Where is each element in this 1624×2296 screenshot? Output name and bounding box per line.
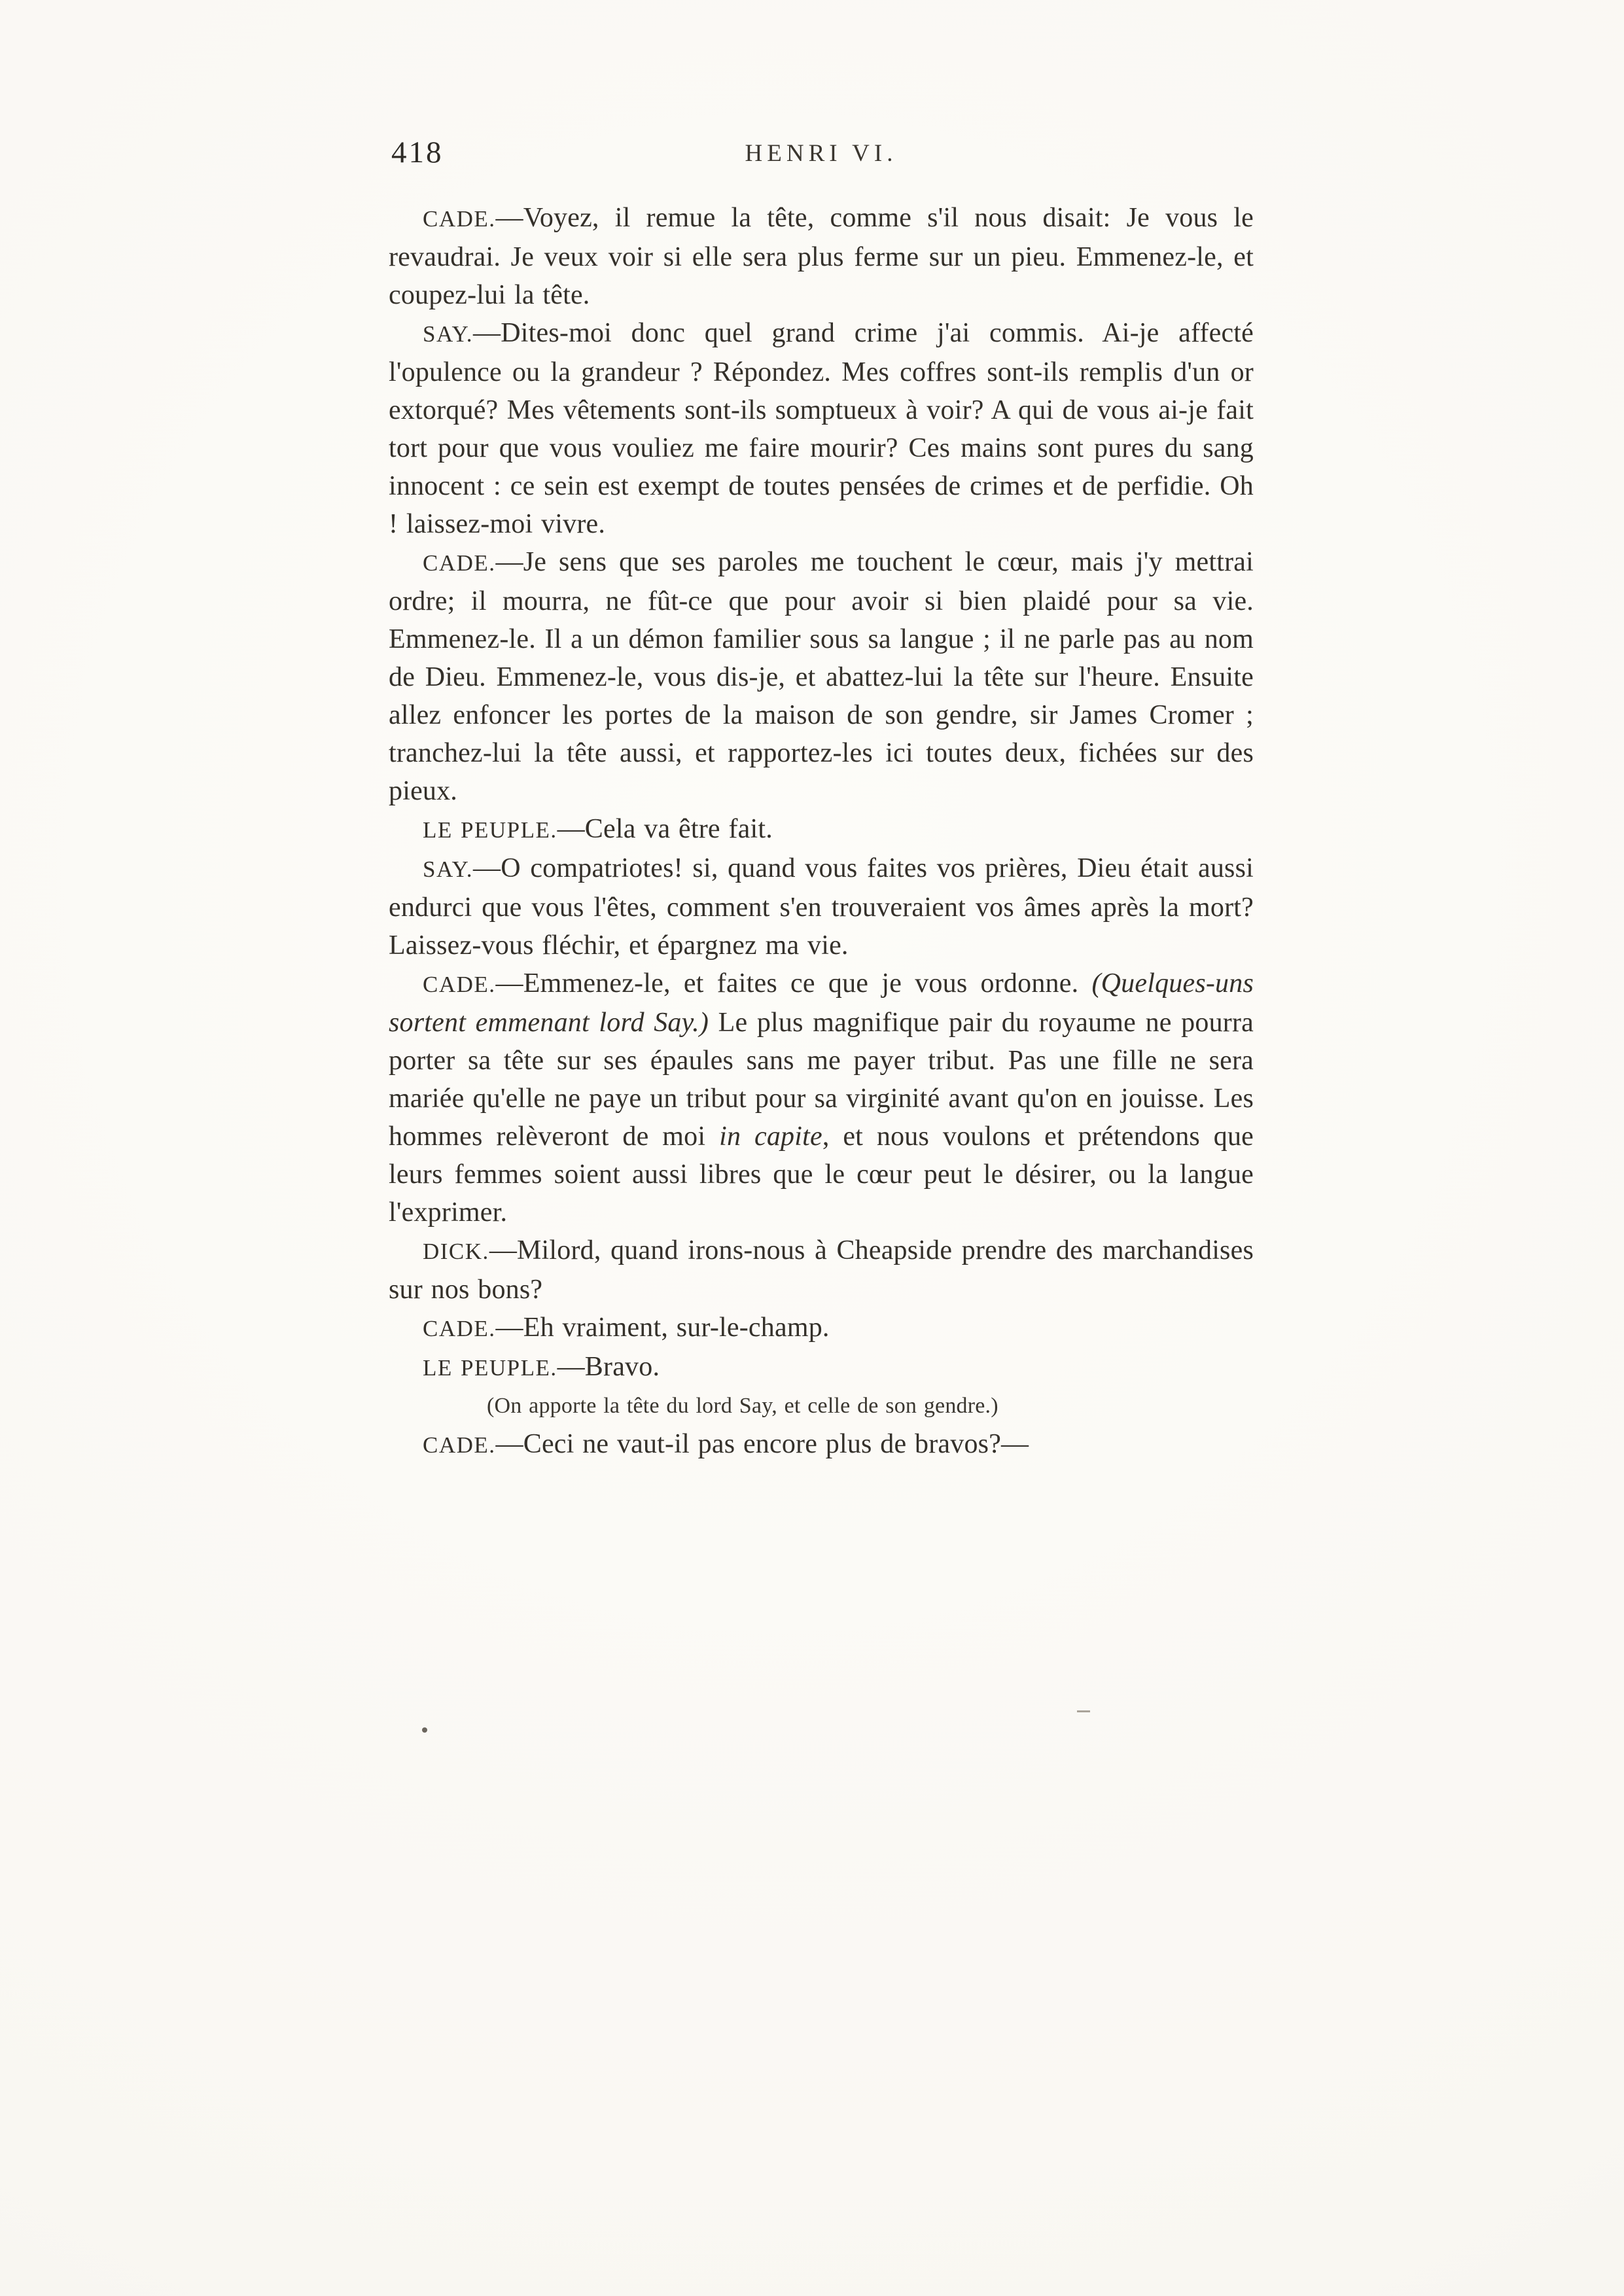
paragraph-text: —Voyez, il remue la tête, comme s'il nous disait: Je vous le revaudrai. Je veux voir si elle sera plus ferme sur un pieu. Emmenez-le, et coupez-lui la tête.: [389, 203, 1254, 310]
speaker-label: LE PEUPLE.: [423, 1355, 557, 1381]
speaker-label: CADE.: [423, 206, 496, 232]
paragraph-text: —Eh vraiment, sur-le-champ.: [495, 1313, 830, 1343]
speaker-label: SAY.: [423, 857, 474, 882]
paragraph-text: —Bravo.: [557, 1352, 660, 1382]
speaker-label: SAY.: [423, 321, 474, 347]
speaker-label: CADE.: [423, 550, 496, 576]
running-title: HENRI VI.: [745, 140, 898, 167]
paragraph-text: —Emmenez-le, et faites ce que je vous ordonne. (Quelques-uns sortent emmenant lord Say.) Le plus magnifique pair du royaume ne pourra porter sa tête sur ses épaules sans me payer tribut. Pas une fille ne sera mariée qu'elle ne paye un tribut pour sa virginité avant qu'on en jouisse. Les hommes relèveront de moi in capite, et nous voulons et prétendons que leurs femmes soient aussi libres que le cœur peut le désirer, ou la langue l'exprimer.: [389, 968, 1254, 1227]
speaker-label: CADE.: [423, 1316, 496, 1341]
page-number: 418: [391, 135, 444, 169]
dialogue-paragraph: [389, 199, 1254, 314]
dialogue-paragraph: [389, 1425, 1254, 1464]
page-content: [389, 135, 1254, 1464]
dialogue-paragraph: [389, 314, 1254, 543]
dialogue-paragraph: [389, 849, 1254, 964]
page-header: [389, 135, 1254, 178]
scan-artifact-dash: [1077, 1710, 1090, 1712]
paragraph-text: —Je sens que ses paroles me touchent le cœur, mais j'y mettrai ordre; il mourra, ne fût-ce que pour avoir si bien plaidé pour sa vie. Emmenez-le. Il a un démon familier sous sa langue ; il ne parle pas au nom de Dieu. Emmenez-le, vous dis-je, et abattez-lui la tête sur l'heure. Ensuite allez enfoncer les portes de la maison de son gendre, sir James Cromer ; tranchez-lui la tête aussi, et rapportez-les ici toutes deux, fichées sur des pieux.: [389, 547, 1254, 806]
speaker-label: CADE.: [423, 1432, 496, 1458]
dialogue-paragraph: [389, 964, 1254, 1231]
text-block: [389, 199, 1254, 1464]
paragraph-text: —O compatriotes! si, quand vous faites vos prières, Dieu était aussi endurci que vous l'êtes, comment s'en trouveraient vos âmes après la mort? Laissez-vous fléchir, et épargnez ma vie.: [389, 853, 1254, 961]
paragraph-text: (On apporte la tête du lord Say, et celle de son gendre.): [487, 1394, 998, 1418]
paragraph-text: —Ceci ne vaut-il pas encore plus de bravos?—: [495, 1429, 1029, 1459]
speaker-label: LE PEUPLE.: [423, 817, 557, 843]
paragraph-text: —Cela va être fait.: [557, 814, 773, 844]
dialogue-paragraph: [389, 543, 1254, 810]
dialogue-paragraph: [389, 1387, 1254, 1425]
dialogue-paragraph: [389, 1309, 1254, 1348]
paragraph-text: —Dites-moi donc quel grand crime j'ai commis. Ai-je affecté l'opulence ou la grandeur ? Répondez. Mes coffres sont-ils remplis d'un or extorqué? Mes vêtements sont-ils somptueux à voir? A qui de vous ai-je fait tort pour que vous vouliez me faire mourir? Ces mains sont pures du sang innocent : ce sein est exempt de toutes pensées de crimes et de perfidie. Oh ! laissez-moi vivre.: [389, 318, 1254, 539]
dialogue-paragraph: [389, 1231, 1254, 1309]
dialogue-paragraph: [389, 810, 1254, 849]
dialogue-paragraph: [389, 1348, 1254, 1387]
speaker-label: DICK.: [423, 1239, 489, 1264]
paragraph-text: —Milord, quand irons-nous à Cheapside prendre des marchandises sur nos bons?: [389, 1235, 1254, 1305]
scan-artifact-dot: [422, 1727, 427, 1733]
speaker-label: CADE.: [423, 972, 496, 997]
